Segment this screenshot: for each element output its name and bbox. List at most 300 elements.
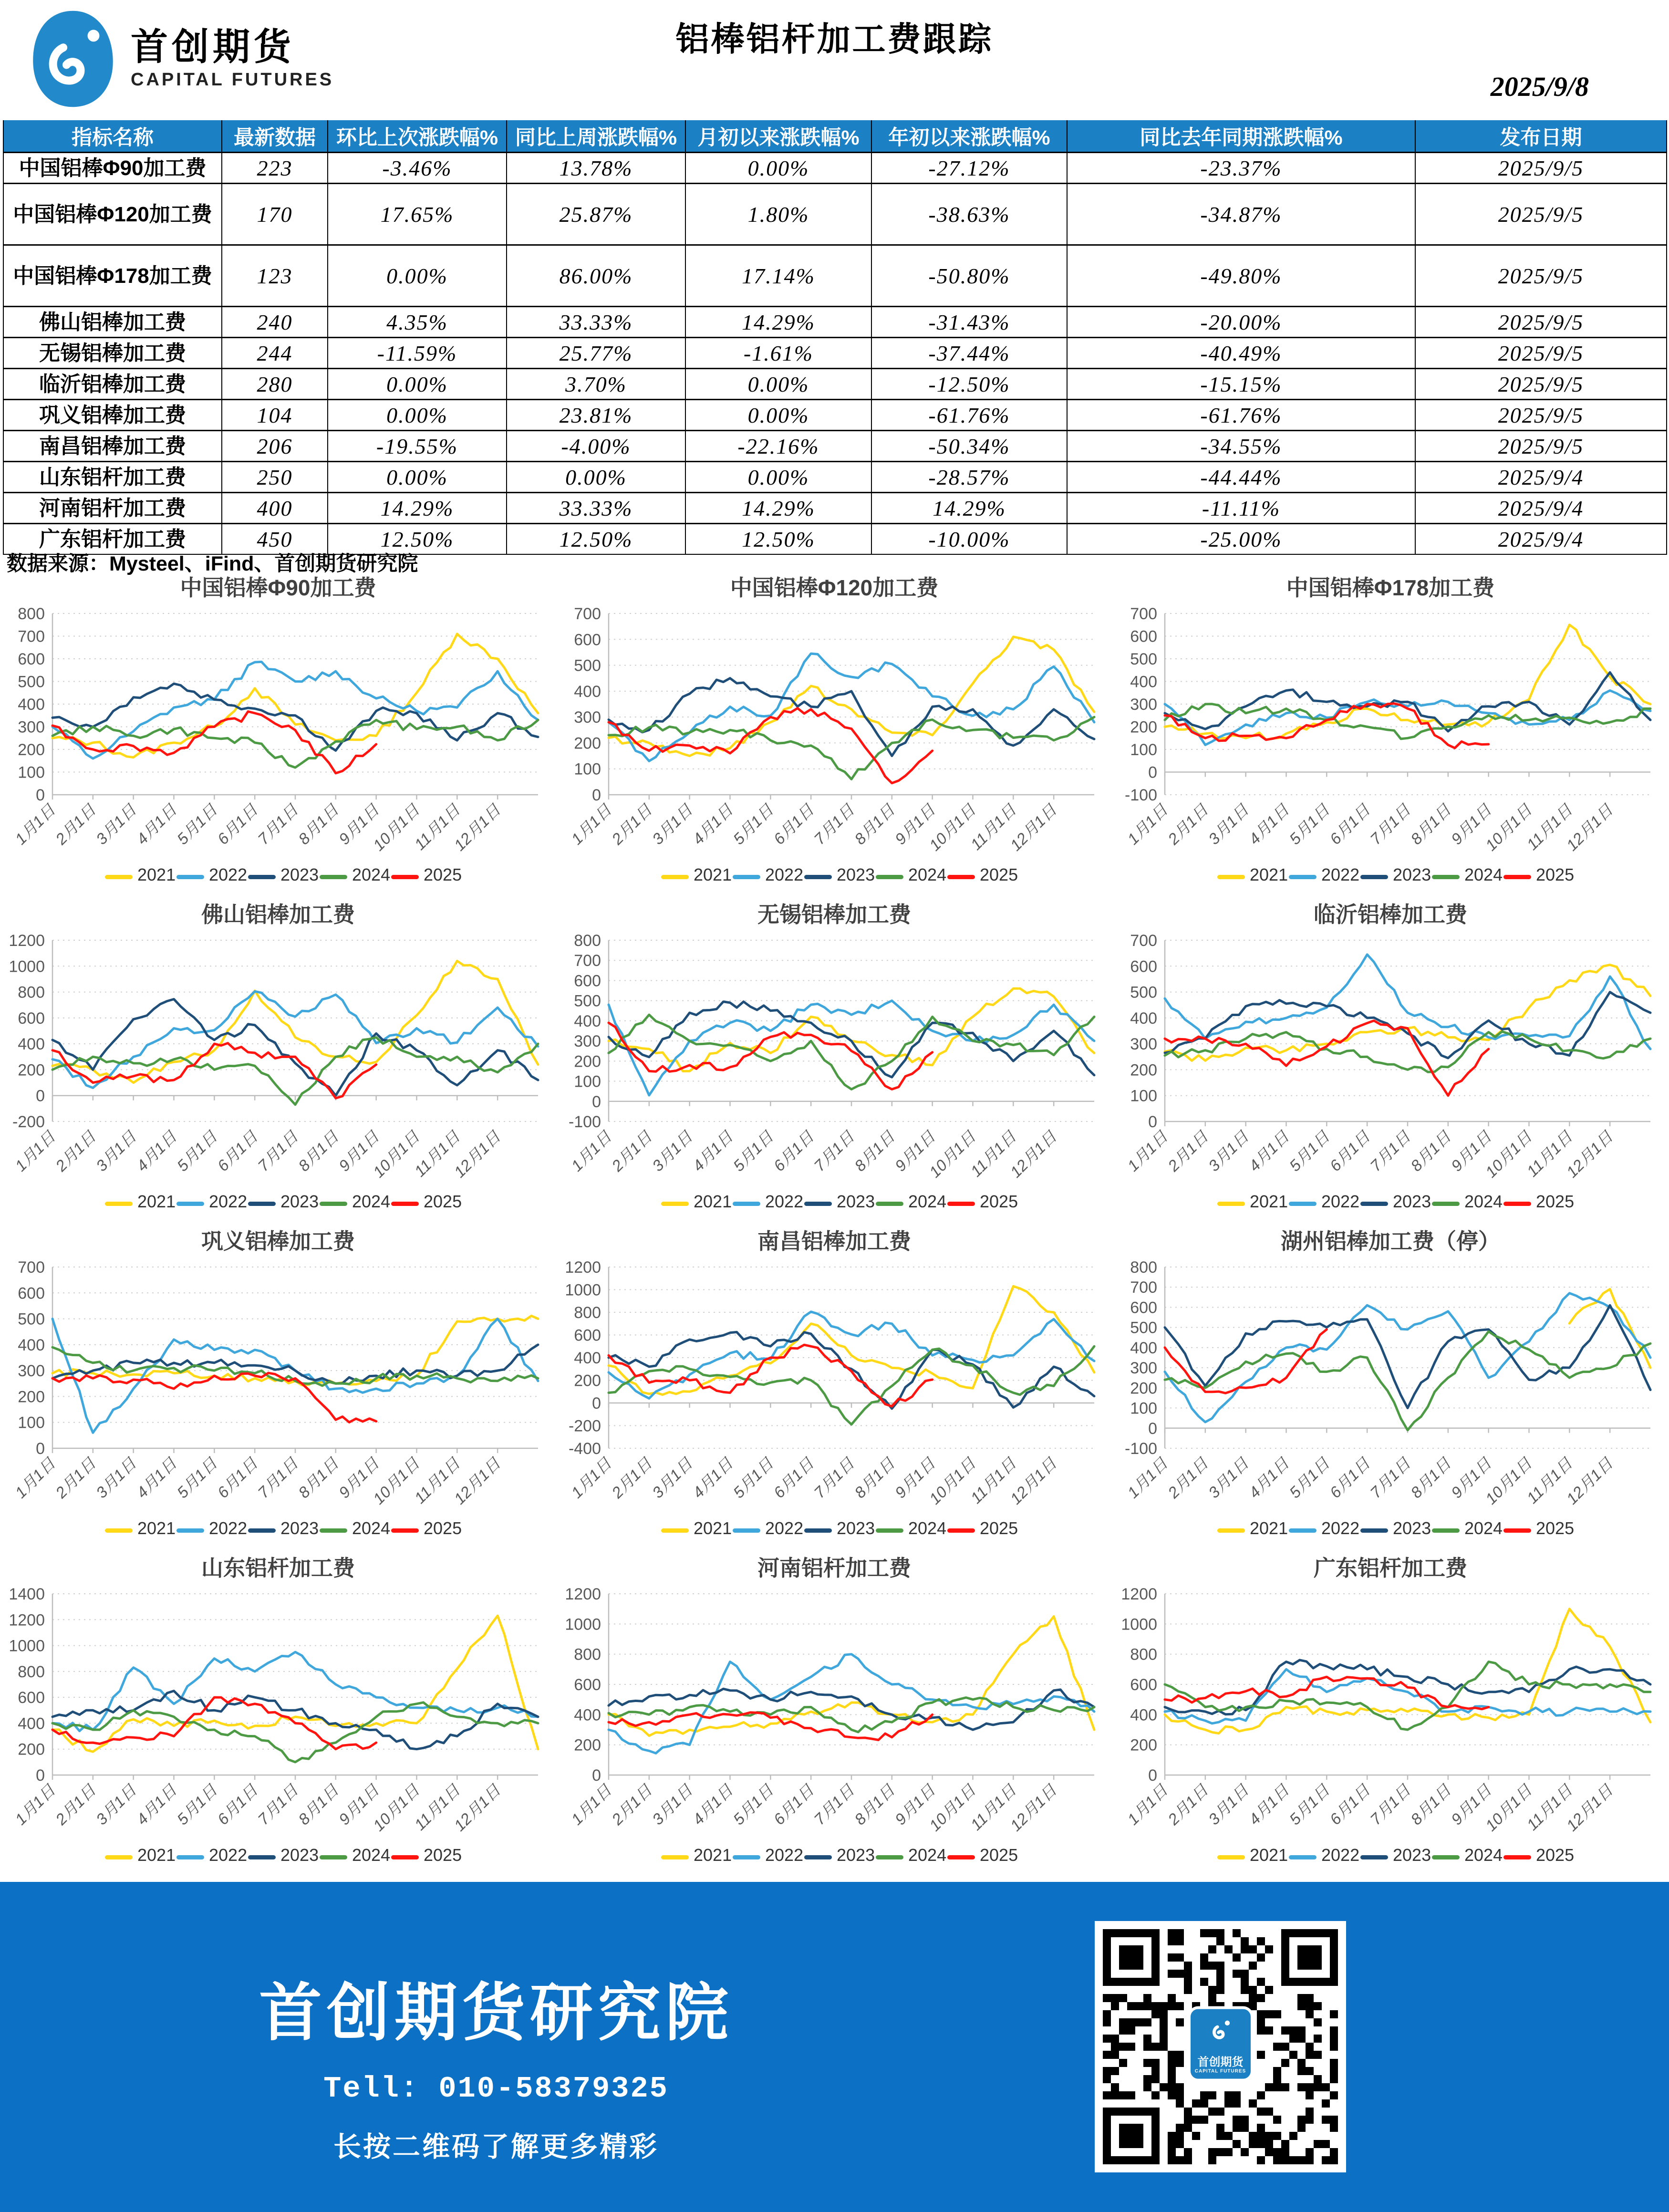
svg-text:12月1日: 12月1日 xyxy=(1006,1127,1060,1181)
svg-text:8月1日: 8月1日 xyxy=(850,1781,898,1828)
indicator-value: -22.16% xyxy=(685,431,871,462)
svg-text:-200: -200 xyxy=(12,1113,45,1131)
svg-text:7月1日: 7月1日 xyxy=(1367,1781,1414,1828)
svg-text:2月1日: 2月1日 xyxy=(52,1127,99,1175)
indicator-value: -4.00% xyxy=(507,431,685,462)
chart-9-svg xyxy=(1116,1226,1665,1547)
indicator-value: 2025/9/4 xyxy=(1415,493,1667,524)
svg-text:4月1日: 4月1日 xyxy=(1245,1454,1293,1502)
svg-text:1200: 1200 xyxy=(9,932,45,950)
indicator-value: 14.29% xyxy=(328,493,507,524)
indicator-value: 4.35% xyxy=(328,307,507,338)
svg-text:600: 600 xyxy=(18,1284,45,1303)
svg-text:临沂铝棒加工费: 临沂铝棒加工费 xyxy=(1314,902,1467,927)
svg-text:1月1日: 1月1日 xyxy=(568,1781,615,1828)
svg-text:400: 400 xyxy=(1130,1009,1157,1028)
svg-text:2月1日: 2月1日 xyxy=(1164,1454,1212,1502)
indicator-name: 中国铝棒Φ90加工费 xyxy=(3,153,222,184)
svg-text:10月1日: 10月1日 xyxy=(925,1454,979,1508)
chart-6-figure xyxy=(1112,899,1669,1226)
svg-text:0: 0 xyxy=(36,1087,45,1105)
indicator-value: 2025/9/5 xyxy=(1415,369,1667,400)
svg-text:700: 700 xyxy=(18,627,45,646)
chart-10-svg xyxy=(4,1553,552,1873)
svg-text:200: 200 xyxy=(1130,1379,1157,1398)
svg-text:12月1日: 12月1日 xyxy=(450,1454,504,1508)
svg-text:1月1日: 1月1日 xyxy=(568,800,615,848)
svg-text:1200: 1200 xyxy=(9,1611,45,1630)
svg-text:6月1日: 6月1日 xyxy=(1326,1781,1374,1828)
indicator-value: 280 xyxy=(222,369,328,400)
indicator-value: -28.57% xyxy=(871,462,1067,493)
svg-text:-200: -200 xyxy=(568,1417,601,1435)
svg-text:中国铝棒Φ178加工费: 中国铝棒Φ178加工费 xyxy=(1286,575,1495,600)
indicator-value: 14.29% xyxy=(685,493,871,524)
svg-text:6月1日: 6月1日 xyxy=(214,1781,261,1828)
brand-name-en: CAPITAL FUTURES xyxy=(131,69,334,90)
footer-hint: 长按二维码了解更多精彩 xyxy=(333,2131,659,2162)
svg-text:2月1日: 2月1日 xyxy=(608,1781,655,1828)
svg-text:2月1日: 2月1日 xyxy=(1164,1781,1212,1828)
svg-text:2025: 2025 xyxy=(980,1192,1018,1211)
indicator-value: 250 xyxy=(222,462,328,493)
svg-text:600: 600 xyxy=(1130,627,1157,646)
svg-text:2021: 2021 xyxy=(694,1192,732,1211)
svg-text:4月1日: 4月1日 xyxy=(133,800,180,848)
svg-text:700: 700 xyxy=(574,605,601,623)
indicator-name: 山东铝杆加工费 xyxy=(3,462,222,493)
qr-code xyxy=(1095,1921,1346,2172)
svg-text:8月1日: 8月1日 xyxy=(1407,1127,1454,1175)
svg-text:600: 600 xyxy=(1130,957,1157,976)
svg-text:300: 300 xyxy=(1130,696,1157,714)
svg-text:400: 400 xyxy=(1130,1706,1157,1724)
svg-text:3月1日: 3月1日 xyxy=(92,1781,140,1828)
indicator-value: 244 xyxy=(222,338,328,369)
indicator-value: 123 xyxy=(222,245,328,307)
chart-5-figure xyxy=(556,899,1112,1226)
svg-text:200: 200 xyxy=(574,1736,601,1755)
svg-text:2024: 2024 xyxy=(1464,1192,1503,1211)
svg-text:300: 300 xyxy=(574,1032,601,1051)
svg-text:7月1日: 7月1日 xyxy=(810,1781,858,1828)
svg-text:500: 500 xyxy=(1130,983,1157,1002)
svg-text:6月1日: 6月1日 xyxy=(770,1781,818,1828)
svg-text:1月1日: 1月1日 xyxy=(11,1781,59,1828)
svg-text:7月1日: 7月1日 xyxy=(1367,1127,1414,1175)
svg-text:2024: 2024 xyxy=(352,1845,391,1865)
svg-text:6月1日: 6月1日 xyxy=(1326,800,1374,848)
chart-3-svg xyxy=(1116,572,1665,893)
indicator-value: -11.11% xyxy=(1067,493,1415,524)
svg-text:500: 500 xyxy=(18,673,45,691)
svg-text:3月1日: 3月1日 xyxy=(1204,800,1252,848)
indicator-value: -61.76% xyxy=(871,400,1067,431)
svg-text:5月1日: 5月1日 xyxy=(1285,1454,1333,1502)
svg-text:300: 300 xyxy=(18,718,45,737)
column-header-1: 最新数据 xyxy=(222,120,328,153)
svg-text:500: 500 xyxy=(1130,1319,1157,1337)
table-row xyxy=(3,462,1667,493)
svg-text:9月1日: 9月1日 xyxy=(335,1454,383,1502)
indicator-value: 2025/9/5 xyxy=(1415,431,1667,462)
svg-text:4月1日: 4月1日 xyxy=(133,1127,180,1175)
svg-text:2025: 2025 xyxy=(980,865,1018,884)
svg-text:5月1日: 5月1日 xyxy=(729,800,777,848)
svg-text:2022: 2022 xyxy=(209,1518,248,1538)
svg-text:-100: -100 xyxy=(1124,786,1157,804)
indicator-name: 临沂铝棒加工费 xyxy=(3,369,222,400)
svg-text:200: 200 xyxy=(18,1388,45,1406)
svg-text:9月1日: 9月1日 xyxy=(335,800,383,848)
svg-text:2024: 2024 xyxy=(352,1192,391,1211)
svg-text:8月1日: 8月1日 xyxy=(294,800,342,848)
svg-text:600: 600 xyxy=(574,1676,601,1694)
column-header-7: 发布日期 xyxy=(1415,120,1667,153)
svg-text:200: 200 xyxy=(1130,1061,1157,1080)
svg-text:4月1日: 4月1日 xyxy=(133,1781,180,1828)
svg-text:10月1日: 10月1日 xyxy=(369,1454,423,1508)
svg-text:2月1日: 2月1日 xyxy=(52,800,99,848)
svg-text:2022: 2022 xyxy=(765,1518,804,1538)
svg-text:2022: 2022 xyxy=(1321,1518,1360,1538)
svg-text:1月1日: 1月1日 xyxy=(1124,1127,1171,1175)
svg-text:3月1日: 3月1日 xyxy=(1204,1127,1252,1175)
indicator-value: 1.80% xyxy=(685,184,871,245)
chart-11-figure xyxy=(556,1553,1112,1880)
svg-text:300: 300 xyxy=(574,708,601,727)
indicator-value: 2025/9/4 xyxy=(1415,462,1667,493)
svg-text:2025: 2025 xyxy=(424,1192,462,1211)
svg-text:2022: 2022 xyxy=(209,1845,248,1865)
svg-text:800: 800 xyxy=(18,983,45,1002)
svg-text:600: 600 xyxy=(1130,1676,1157,1694)
chart-12-figure xyxy=(1112,1553,1669,1880)
indicator-value: -44.44% xyxy=(1067,462,1415,493)
svg-text:2023: 2023 xyxy=(280,1518,319,1538)
svg-text:5月1日: 5月1日 xyxy=(729,1781,777,1828)
svg-text:10月1日: 10月1日 xyxy=(925,1127,979,1181)
svg-text:12月1日: 12月1日 xyxy=(450,1781,504,1835)
indicator-value: -10.00% xyxy=(871,524,1067,555)
indicator-value: 33.33% xyxy=(507,307,685,338)
svg-text:7月1日: 7月1日 xyxy=(254,800,301,848)
indicator-value: 104 xyxy=(222,400,328,431)
indicator-value: 25.77% xyxy=(507,338,685,369)
svg-text:9月1日: 9月1日 xyxy=(1447,800,1495,848)
indicator-name: 佛山铝棒加工费 xyxy=(3,307,222,338)
svg-text:3月1日: 3月1日 xyxy=(648,1454,696,1502)
svg-text:0: 0 xyxy=(36,1766,45,1785)
indicator-value: 2025/9/4 xyxy=(1415,524,1667,555)
svg-text:12月1日: 12月1日 xyxy=(1563,1781,1617,1835)
qr-logo-cn: 首创期货 xyxy=(1197,2056,1244,2069)
svg-text:9月1日: 9月1日 xyxy=(891,1127,939,1175)
svg-text:600: 600 xyxy=(574,972,601,990)
svg-text:11月1日: 11月1日 xyxy=(411,1454,464,1507)
indicator-value: 25.87% xyxy=(507,184,685,245)
svg-text:7月1日: 7月1日 xyxy=(1367,1454,1414,1502)
svg-text:11月1日: 11月1日 xyxy=(411,1781,464,1834)
svg-text:400: 400 xyxy=(18,1336,45,1354)
svg-text:2022: 2022 xyxy=(765,1192,804,1211)
svg-text:200: 200 xyxy=(574,1371,601,1390)
svg-text:2025: 2025 xyxy=(980,1518,1018,1538)
indicator-value: 17.65% xyxy=(328,184,507,245)
svg-text:2023: 2023 xyxy=(280,1192,319,1211)
indicator-value: 170 xyxy=(222,184,328,245)
indicator-value: 0.00% xyxy=(685,400,871,431)
svg-text:2021: 2021 xyxy=(1250,1845,1288,1865)
svg-text:300: 300 xyxy=(18,1362,45,1381)
svg-text:9月1日: 9月1日 xyxy=(891,800,939,848)
svg-text:2月1日: 2月1日 xyxy=(1164,800,1212,848)
svg-text:600: 600 xyxy=(1130,1298,1157,1317)
indicator-value: 400 xyxy=(222,493,328,524)
svg-text:0: 0 xyxy=(1148,1113,1157,1131)
svg-text:2月1日: 2月1日 xyxy=(1164,1127,1212,1175)
svg-text:2023: 2023 xyxy=(837,1845,875,1865)
table-row xyxy=(3,369,1667,400)
svg-text:2021: 2021 xyxy=(137,1192,176,1211)
svg-text:1000: 1000 xyxy=(9,957,45,976)
svg-text:湖州铝棒加工费（停）: 湖州铝棒加工费（停） xyxy=(1281,1229,1500,1254)
indicator-value: 12.50% xyxy=(507,524,685,555)
indicator-value: -19.55% xyxy=(328,431,507,462)
svg-text:6月1日: 6月1日 xyxy=(214,800,261,848)
indicator-value: -20.00% xyxy=(1067,307,1415,338)
svg-text:1月1日: 1月1日 xyxy=(1124,1781,1171,1828)
svg-text:3月1日: 3月1日 xyxy=(92,1127,140,1175)
svg-text:0: 0 xyxy=(592,1092,601,1111)
table-row xyxy=(3,307,1667,338)
svg-text:2025: 2025 xyxy=(424,865,462,884)
svg-text:4月1日: 4月1日 xyxy=(1245,800,1293,848)
svg-text:5月1日: 5月1日 xyxy=(173,1454,221,1502)
indicator-value: -49.80% xyxy=(1067,245,1415,307)
svg-text:2024: 2024 xyxy=(908,1518,947,1538)
table-row xyxy=(3,493,1667,524)
svg-text:6月1日: 6月1日 xyxy=(770,800,818,848)
svg-text:100: 100 xyxy=(574,760,601,779)
svg-text:1月1日: 1月1日 xyxy=(11,1127,59,1175)
svg-text:-100: -100 xyxy=(568,1113,601,1131)
indicator-name: 南昌铝棒加工费 xyxy=(3,431,222,462)
svg-text:9月1日: 9月1日 xyxy=(891,1781,939,1828)
svg-text:0: 0 xyxy=(592,1394,601,1412)
column-header-2: 环比上次涨跌幅% xyxy=(328,120,507,153)
svg-text:2025: 2025 xyxy=(1536,865,1575,884)
chart-11-svg xyxy=(560,1553,1109,1873)
qr-center-logo xyxy=(1188,2006,1254,2081)
column-header-3: 同比上周涨跌幅% xyxy=(507,120,685,153)
chart-7-svg xyxy=(4,1226,552,1547)
svg-text:700: 700 xyxy=(18,1258,45,1277)
indicator-name: 中国铝棒Φ178加工费 xyxy=(3,245,222,307)
chart-1-svg xyxy=(4,572,552,893)
svg-text:5月1日: 5月1日 xyxy=(729,1127,777,1175)
indicator-value: 12.50% xyxy=(685,524,871,555)
indicator-value: 2025/9/5 xyxy=(1415,184,1667,245)
indicator-value: 14.29% xyxy=(871,493,1067,524)
svg-text:2021: 2021 xyxy=(1250,1518,1288,1538)
page-title: 铝棒铝杆加工费跟踪 xyxy=(675,21,994,58)
svg-text:2024: 2024 xyxy=(1464,865,1503,884)
indicator-value: -15.15% xyxy=(1067,369,1415,400)
svg-text:河南铝杆加工费: 河南铝杆加工费 xyxy=(757,1556,911,1580)
svg-text:2023: 2023 xyxy=(280,1845,319,1865)
svg-text:2024: 2024 xyxy=(1464,1518,1503,1538)
svg-text:中国铝棒Φ120加工费: 中国铝棒Φ120加工费 xyxy=(730,575,939,600)
svg-text:10月1日: 10月1日 xyxy=(925,800,979,854)
svg-text:1月1日: 1月1日 xyxy=(568,1454,615,1502)
svg-text:1月1日: 1月1日 xyxy=(568,1127,615,1175)
svg-text:5月1日: 5月1日 xyxy=(173,1127,221,1175)
svg-text:1月1日: 1月1日 xyxy=(1124,800,1171,848)
table-row xyxy=(3,338,1667,369)
indicator-value: -27.12% xyxy=(871,153,1067,184)
svg-text:1200: 1200 xyxy=(565,1258,601,1277)
svg-text:9月1日: 9月1日 xyxy=(1447,1454,1495,1502)
svg-text:500: 500 xyxy=(574,656,601,675)
indicator-value: 12.50% xyxy=(328,524,507,555)
svg-text:5月1日: 5月1日 xyxy=(173,800,221,848)
svg-text:100: 100 xyxy=(1130,1399,1157,1418)
svg-text:500: 500 xyxy=(574,992,601,1010)
svg-text:8月1日: 8月1日 xyxy=(850,1454,898,1502)
svg-text:2024: 2024 xyxy=(1464,1845,1503,1865)
svg-text:300: 300 xyxy=(1130,1035,1157,1054)
svg-text:1000: 1000 xyxy=(565,1615,601,1634)
svg-text:3月1日: 3月1日 xyxy=(648,800,696,848)
svg-text:700: 700 xyxy=(1130,932,1157,950)
svg-text:4月1日: 4月1日 xyxy=(689,1127,736,1175)
indicator-value: 13.78% xyxy=(507,153,685,184)
svg-text:200: 200 xyxy=(1130,718,1157,737)
table-row xyxy=(3,431,1667,462)
svg-text:9月1日: 9月1日 xyxy=(335,1781,383,1828)
indicator-value: -37.44% xyxy=(871,338,1067,369)
indicator-value: -61.76% xyxy=(1067,400,1415,431)
svg-text:11月1日: 11月1日 xyxy=(967,1127,1020,1180)
svg-text:11月1日: 11月1日 xyxy=(1523,1781,1576,1834)
footer-org: 首创期货研究院 xyxy=(259,1978,733,2048)
indicator-name: 广东铝杆加工费 xyxy=(3,524,222,555)
chart-4-svg xyxy=(4,899,552,1220)
chart-3-figure xyxy=(1112,572,1669,899)
table-header-row xyxy=(3,120,1667,153)
indicator-value: -50.80% xyxy=(871,245,1067,307)
svg-text:8月1日: 8月1日 xyxy=(1407,800,1454,848)
chart-2-figure xyxy=(556,572,1112,899)
svg-text:2025: 2025 xyxy=(1536,1192,1575,1211)
svg-text:3月1日: 3月1日 xyxy=(92,1454,140,1502)
svg-text:400: 400 xyxy=(574,1349,601,1367)
svg-text:6月1日: 6月1日 xyxy=(1326,1127,1374,1175)
svg-text:-100: -100 xyxy=(1124,1440,1157,1458)
svg-text:600: 600 xyxy=(574,1326,601,1345)
svg-text:3月1日: 3月1日 xyxy=(92,800,140,848)
svg-text:2021: 2021 xyxy=(1250,865,1288,884)
svg-text:1400: 1400 xyxy=(9,1585,45,1603)
svg-text:700: 700 xyxy=(1130,605,1157,623)
svg-text:1000: 1000 xyxy=(9,1637,45,1655)
svg-text:8月1日: 8月1日 xyxy=(1407,1454,1454,1502)
indicator-value: 2025/9/5 xyxy=(1415,338,1667,369)
svg-text:2023: 2023 xyxy=(837,865,875,884)
chart-1-figure xyxy=(0,572,556,899)
table-row xyxy=(3,400,1667,431)
svg-text:2021: 2021 xyxy=(1250,1192,1288,1211)
svg-text:4月1日: 4月1日 xyxy=(689,800,736,848)
footer-tel: Tell: 010-58379325 xyxy=(323,2072,669,2106)
indicator-value: -3.46% xyxy=(328,153,507,184)
svg-text:2025: 2025 xyxy=(424,1845,462,1865)
svg-text:0: 0 xyxy=(36,786,45,804)
column-header-4: 月初以来涨跌幅% xyxy=(685,120,871,153)
svg-text:500: 500 xyxy=(18,1310,45,1329)
svg-text:100: 100 xyxy=(574,1072,601,1091)
svg-text:5月1日: 5月1日 xyxy=(1285,1781,1333,1828)
svg-text:7月1日: 7月1日 xyxy=(810,1454,858,1502)
svg-text:2023: 2023 xyxy=(837,1192,875,1211)
indicator-value: 240 xyxy=(222,307,328,338)
svg-text:8月1日: 8月1日 xyxy=(850,1127,898,1175)
indicator-value: 0.00% xyxy=(507,462,685,493)
svg-text:6月1日: 6月1日 xyxy=(1326,1454,1374,1502)
indicator-value: 2025/9/5 xyxy=(1415,245,1667,307)
svg-text:800: 800 xyxy=(574,1645,601,1664)
svg-text:0: 0 xyxy=(592,1766,601,1785)
svg-text:2025: 2025 xyxy=(980,1845,1018,1865)
svg-text:2023: 2023 xyxy=(280,865,319,884)
svg-text:2022: 2022 xyxy=(209,1192,248,1211)
svg-text:4月1日: 4月1日 xyxy=(1245,1127,1293,1175)
svg-text:12月1日: 12月1日 xyxy=(450,800,504,854)
indicator-value: -1.61% xyxy=(685,338,871,369)
svg-text:2025: 2025 xyxy=(424,1518,462,1538)
table-row xyxy=(3,184,1667,245)
svg-text:400: 400 xyxy=(18,1714,45,1733)
svg-text:5月1日: 5月1日 xyxy=(173,1781,221,1828)
source-note: 数据来源：Mysteel、iFind、首创期货研究院 xyxy=(7,552,418,575)
svg-text:2024: 2024 xyxy=(908,1845,947,1865)
indicator-value: 86.00% xyxy=(507,245,685,307)
svg-text:100: 100 xyxy=(1130,741,1157,759)
svg-text:6月1日: 6月1日 xyxy=(770,1454,818,1502)
indicator-value: 0.00% xyxy=(328,400,507,431)
indicator-name: 河南铝杆加工费 xyxy=(3,493,222,524)
footer xyxy=(0,1882,1669,2212)
svg-text:2021: 2021 xyxy=(694,1518,732,1538)
svg-text:2024: 2024 xyxy=(352,865,391,884)
svg-text:800: 800 xyxy=(1130,1258,1157,1277)
svg-text:2022: 2022 xyxy=(1321,1845,1360,1865)
svg-text:1200: 1200 xyxy=(565,1585,601,1603)
svg-text:0: 0 xyxy=(592,786,601,804)
svg-text:2023: 2023 xyxy=(1393,865,1431,884)
svg-text:1月1日: 1月1日 xyxy=(11,800,59,848)
qr-logo-en: CAPITAL FUTURES xyxy=(1194,2068,1246,2074)
svg-text:8月1日: 8月1日 xyxy=(294,1454,342,1502)
svg-text:5月1日: 5月1日 xyxy=(1285,1127,1333,1175)
svg-text:2025: 2025 xyxy=(1536,1518,1575,1538)
svg-text:12月1日: 12月1日 xyxy=(1563,1454,1617,1508)
indicator-value: -23.37% xyxy=(1067,153,1415,184)
svg-text:3月1日: 3月1日 xyxy=(648,1127,696,1175)
svg-text:2025: 2025 xyxy=(1536,1845,1575,1865)
svg-text:12月1日: 12月1日 xyxy=(1006,1454,1060,1508)
